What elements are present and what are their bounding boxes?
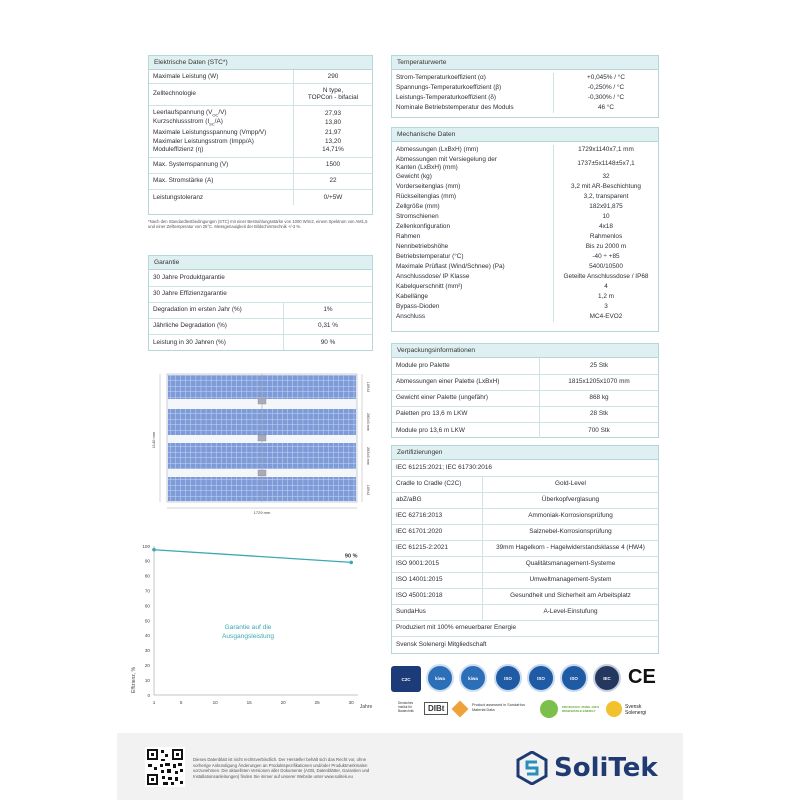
certifications-title: Zertifizierungen (392, 446, 658, 460)
w-label: Leistung in 30 Jahren (%) (153, 338, 226, 346)
renewable-energy-icon (540, 700, 558, 718)
w-value: 1% (284, 302, 373, 318)
t-value: 46 °C (554, 103, 659, 113)
m-label: Bypass-Dioden (396, 303, 440, 311)
c-label: IEC 61701:2020 (392, 524, 483, 540)
c-value: Ammoniak-Korrosionsprüfung (483, 508, 659, 524)
m-value: 4 (554, 282, 659, 292)
t-value: -0,300% / °C (554, 93, 659, 103)
iso-logo-3: ISO (560, 664, 588, 692)
electrical-title: Elektrische Daten (STC*) (149, 56, 372, 70)
t-label: Strom-Temperaturkoeffizient (α) (396, 74, 486, 82)
el-value-line2: TOPCon - bifacial (307, 94, 359, 101)
m-label: Stromschienen (396, 213, 439, 221)
c-value: Qualitätsmanagement-Systeme (483, 556, 659, 572)
w-label: Jährliche Degradation (%) (149, 318, 284, 334)
mechanical-panel (391, 127, 659, 332)
stc-footnote: *Nach den Standardtestbedingungen (STC) mit einer Bestrahlungsstärke von 1000 W/m2, einem Spektrum von AM1,5 und einer Zelltemperatur von 25°C. Messgenauigkeit der Bildschirmtechnik +/-3 %. (148, 219, 368, 230)
m-value: 1729x1140x7,1 mm (554, 145, 659, 155)
svensk-line1: Svensk (625, 704, 642, 710)
x-tick-label: 1 (152, 700, 156, 705)
m-label: Maximale Prüflast (Wind/Schnee) (Pa) (396, 263, 505, 271)
m-label: Kabellänge (396, 293, 428, 301)
data-point-start (152, 548, 156, 552)
m-value: Rahmenlos (554, 232, 659, 242)
module-drawing (140, 370, 380, 518)
m-label: Kabelquerschnitt (mm²) (396, 283, 463, 291)
dibt-logo: DIBt (424, 702, 448, 715)
w-value: 90 % (284, 334, 373, 350)
el-value: 0/+5W (294, 189, 373, 205)
c-value: Gold-Level (483, 476, 659, 492)
t-label: Nominale Betriebstemperatur des Moduls (396, 104, 514, 112)
el-value: 22 (294, 173, 373, 189)
iso-logo-1: ISO (494, 664, 522, 692)
y-tick-label: 70 (144, 588, 150, 594)
solitek-logo-icon (515, 751, 549, 785)
warranty-title: Garantie (149, 256, 372, 270)
m-label: Rückseitenglas (mm) (396, 193, 457, 201)
w-label: Degradation im ersten Jahr (%) (149, 302, 284, 318)
m-label: Nennbetriebshöhe (396, 243, 449, 251)
m-label: Anschlussdose/ IP Klasse (396, 273, 470, 281)
c-label: Cradle to Cradle (C2C) (392, 476, 483, 492)
c-label: ISO 14001:2015 (392, 572, 483, 588)
y-tick-label: 30 (144, 648, 150, 654)
svensk-solenergi-icon (606, 701, 622, 717)
el-value: 1500 (294, 157, 373, 173)
el-label: Zelltechnologie (149, 83, 294, 105)
solitek-brand: SoliTek (554, 753, 658, 783)
svensk-line2: Solenergi (625, 710, 647, 716)
m-value: 4x18 (554, 222, 659, 232)
svensk-solenergi-text (625, 704, 646, 716)
m-value: MC4-EVO2 (554, 312, 659, 322)
m-value: -40 ÷ +85 (554, 252, 659, 262)
m-label: Betriebstemperatur (°C) (396, 253, 464, 261)
c-value: Gesundheit und Sicherheit am Arbeitsplatz (483, 588, 659, 604)
el-label: Maximale Leistung (W) (149, 70, 294, 83)
width-dimension: 1729 mm (253, 510, 271, 515)
kiwa-logo-1: kiwa (426, 664, 454, 692)
el-label: Moduleffizienz (η) (149, 146, 294, 157)
el-label: Leistungstoleranz (153, 193, 204, 201)
chart-caption-line2: Ausgangsleistung (221, 633, 275, 640)
warranty-line (154, 550, 351, 563)
el-value: 27,93 (294, 105, 373, 118)
el-label: Maximale Leistungsspannung (Vmpp/V) (153, 128, 267, 136)
m-label: Zellenkonfiguration (396, 223, 450, 231)
m-label: Anschluss (396, 313, 426, 321)
p-label: Module pro Palette (392, 358, 540, 374)
m-value: 3 (554, 302, 659, 312)
mechanical-table (392, 145, 658, 322)
chart-caption-line1: Garantie auf die (224, 624, 272, 631)
iec-logo: IEC (593, 664, 621, 692)
data-point-end (349, 561, 353, 565)
y-tick-label: 80 (144, 573, 150, 579)
y-tick-label: 20 (144, 663, 150, 668)
m-label: Vorderseitenglas (mm) (396, 183, 461, 191)
certifications-panel (391, 445, 659, 654)
c-label: Svensk Solenergi Mitgliedschaft (396, 640, 487, 648)
p-label: Gewicht einer Palette (ungefähr) (392, 390, 540, 406)
c-label: SundaHus (392, 604, 483, 620)
w-label: 30 Jahre Effizienzgarantie (149, 286, 372, 302)
el-value: 21,97 (294, 128, 373, 137)
y-axis-label: Effizienz, % (131, 666, 137, 694)
el-label: Max. Stromstärke (A) (149, 173, 294, 189)
p-value: 25 Stk (540, 358, 659, 374)
dim-4: 169±2 (366, 484, 370, 496)
el-value (294, 83, 373, 105)
y-tick-label: 100 (142, 543, 150, 549)
c-value: Umweltmanagement-System (483, 572, 659, 588)
y-tick-label: 0 (147, 692, 150, 698)
w-label: 30 Jahre Produktgarantie (149, 270, 372, 286)
temperature-panel (391, 55, 659, 118)
m-value: Geteilte Anschlussdose / IP68 (554, 272, 659, 282)
height-dimension: 1140 mm (151, 431, 156, 449)
temperature-table (392, 73, 658, 113)
el-value: 13,80 (294, 118, 373, 128)
el-label: Max. Systemspannung (V) (149, 157, 294, 173)
m-label: Abmessungen mit Versiegelung der Kanten (LxBxH) (mm) (396, 156, 497, 171)
c-label: Produziert mit 100% erneuerbarer Energie (392, 620, 658, 636)
c-label: IEC 62716:2013 (392, 508, 483, 524)
m-value: 32 (554, 172, 659, 182)
c-label: IEC 61215:2021; IEC 61730:2016 (392, 460, 658, 476)
t-value: -0,250% / °C (554, 83, 659, 93)
el-label: Kurzschlussstrom $(I_{SC}/A)$ (153, 118, 223, 127)
m-value: 3,2, transparent (554, 192, 659, 202)
c-label: ISO 45001:2018 (392, 588, 483, 604)
m-value: 5400/10500 (554, 262, 659, 272)
c-label: abZ/aBG (392, 492, 483, 508)
kiwa-logo-2: kiwa (459, 664, 487, 692)
m-value: 3,2 mit AR-Beschichtung (554, 182, 659, 192)
p-label: Module pro 13,6 m LKW (396, 426, 465, 434)
sundahus-badge-icon (452, 701, 469, 718)
t-value: +0,045% / °C (554, 73, 659, 83)
footer-disclaimer: Dieses Datenblatt ist nicht rechtsverbindlich. Der Hersteller behält sich das Recht vor, ohne vorherige Ankündigung Änderungen an Produktspezifikationen und/oder Produktmerkmalen vorzunehmen. Die aktuellsten Versionen aller Dokumente (AGB, Datenblätter, Garantien und Installationsanleitungen) finden Sie immer auf unserer Website unter www.solitek.eu (193, 757, 370, 779)
warranty-table (149, 270, 372, 350)
el-value: 14,71% (294, 146, 373, 157)
qr-code-icon[interactable] (145, 747, 185, 787)
x-tick-label: 15 (246, 700, 252, 705)
packaging-table (392, 358, 658, 438)
m-value: 1737±5x1148±5x7,1 (554, 155, 659, 172)
ce-mark: CE (628, 666, 656, 688)
m-value: 10 (554, 212, 659, 222)
y-tick-label: 10 (144, 677, 150, 683)
dim-2: 280±5 mm (366, 413, 370, 431)
c-label: IEC 61215-2:2021 (392, 540, 483, 556)
packaging-title: Verpackungsinformationen (392, 344, 658, 358)
x-tick-label: 25 (314, 700, 320, 705)
sundahus-caption: Product assessed in SundaHus Material Data (472, 703, 525, 712)
dibt-caption: Deutsches Institut für Bautechnik (398, 701, 414, 713)
m-label: Gewicht (kg) (396, 173, 432, 181)
mechanical-title: Mechanische Daten (392, 128, 658, 142)
p-value: 28 Stk (540, 406, 659, 422)
p-value: 868 kg (540, 390, 659, 406)
c-value: 39mm Hagelkorn - Hagelwiderstandsklasse 4 (HW4) (483, 540, 659, 556)
end-annotation: 90 % (344, 553, 358, 560)
el-value-line1: N type, (322, 86, 344, 94)
c-value: A-Level-Einstufung (483, 604, 659, 620)
el-value: 290 (294, 70, 373, 83)
w-value: 0,31 % (284, 318, 373, 334)
iso-logo-2: ISO (527, 664, 555, 692)
x-tick-label: 10 (212, 700, 218, 705)
c2c-logo: C2C (391, 666, 421, 692)
packaging-panel (391, 343, 659, 438)
warranty-panel (148, 255, 373, 351)
m-label: Rahmen (396, 233, 421, 241)
el-label: Leerlaufspannung $(V_{OC}/V)$ (153, 108, 227, 117)
warranty-chart (118, 540, 380, 718)
c-label: ISO 9001:2015 (392, 556, 483, 572)
y-tick-label: 40 (144, 633, 150, 639)
x-tick-label: 30 (348, 700, 354, 705)
y-tick-label: 50 (144, 618, 150, 624)
p-label: Abmessungen einer Palette (LxBxH) (392, 374, 540, 390)
m-value: Bis zu 2000 m (554, 242, 659, 252)
t-label: Leistungs-Temperaturkoeffizient (δ) (396, 94, 497, 102)
temperature-title: Temperaturwerte (392, 56, 658, 70)
el-label: Maximaler Leistungsstrom (Impp/A) (153, 137, 254, 145)
c-value: Überkopfverglasung (483, 492, 659, 508)
renewable-caption: PRODUCED USING 100% RENEWABLE ENERGY (562, 705, 600, 713)
electrical-table (149, 70, 372, 205)
x-tick-label: 5 (179, 700, 183, 705)
el-value: 13,20 (294, 137, 373, 146)
t-label: Spannungs-Temperaturkoeffizient (β) (396, 84, 502, 92)
footer (117, 733, 683, 800)
m-value: 1,2 m (554, 292, 659, 302)
y-tick-label: 90 (144, 558, 150, 564)
c-value: Salznebel-Korrosionsprüfung (483, 524, 659, 540)
electrical-data-panel (148, 55, 373, 215)
p-value: 1815x1205x1070 mm (540, 374, 659, 390)
m-label: Zellgröße (mm) (396, 203, 440, 211)
certifications-table (392, 460, 658, 652)
y-tick-label: 60 (144, 603, 150, 609)
m-value: 182x91,875 (554, 202, 659, 212)
p-label: Paletten pro 13,6 m LKW (392, 406, 540, 422)
x-axis-label: Jahre (359, 704, 373, 710)
p-value: 700 Stk (540, 422, 659, 438)
dim-1: 169±2 (366, 381, 370, 393)
x-tick-label: 20 (280, 700, 286, 705)
m-label: Abmessungen (LxBxH) (mm) (396, 146, 479, 154)
dim-3: 283±5 mm (366, 447, 370, 465)
